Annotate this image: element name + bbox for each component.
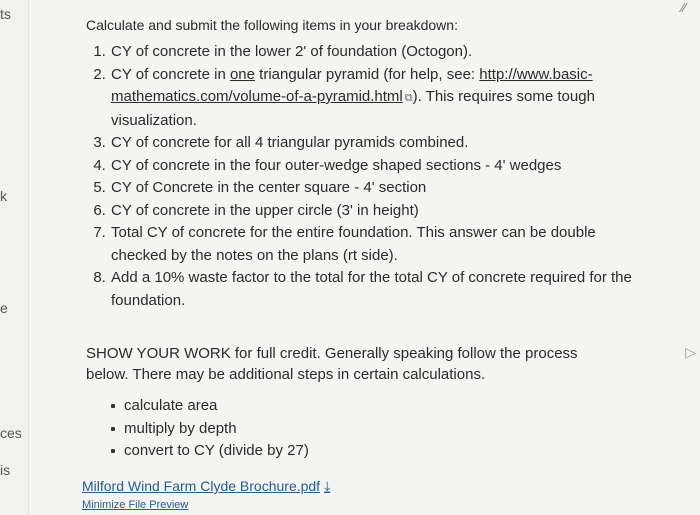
external-link-icon: ⧉	[404, 92, 413, 104]
assignment-content	[58, 0, 658, 515]
sidebar-label-fragment[interactable]: ts	[0, 6, 11, 22]
intro-text: Calculate and submit the following items in your breakdown:	[86, 17, 458, 33]
list-item: calculate area	[124, 395, 309, 418]
download-icon[interactable]: ⤓	[324, 478, 331, 494]
minimize-preview-link[interactable]: Minimize File Preview	[82, 499, 189, 511]
sidebar-label-fragment[interactable]: e	[0, 300, 8, 316]
pyramid-help-link[interactable]: http://www.basic-mathematics.com/volume-of-a-pyramid.html	[111, 65, 593, 105]
left-sidebar-strip	[0, 0, 29, 515]
list-item: 4. CY of concrete in the four outer-wedge shaped sections - 4' wedges	[110, 155, 655, 178]
list-item: 1. CY of concrete in the lower 2' of foundation (Octogon).	[110, 41, 655, 64]
list-item: 6. CY of concrete in the upper circle (3' in height)	[110, 200, 655, 223]
list-item: 2. CY of concrete in one triangular pyramid (for help, see: http://www.basic-mathematics.com/volume-of-a-pyramid.html ⧉). This requires some tough visualization.	[110, 64, 655, 133]
list-item: 3. CY of concrete for all 4 triangular pyramids combined.	[110, 132, 655, 155]
process-steps	[108, 395, 309, 463]
list-item: 8. Add a 10% waste factor to the total for the total CY of concrete required for the foundation.	[110, 267, 655, 312]
breakdown-list	[88, 41, 655, 312]
list-item: convert to CY (divide by 27)	[124, 440, 309, 463]
brochure-file-link[interactable]: Milford Wind Farm Clyde Brochure.pdf ⤓	[82, 478, 331, 494]
scroll-arrow-icon[interactable]: ▷	[685, 344, 696, 360]
resize-handle-icon[interactable]: ⁄⁄	[681, 0, 686, 15]
list-item: 7. Total CY of concrete for the entire foundation. This answer can be double checked by the notes on the plans (rt side).	[110, 222, 655, 267]
underlined-word: one	[229, 65, 255, 83]
list-item: 5. CY of Concrete in the center square - 4' section	[110, 177, 655, 200]
sidebar-label-fragment[interactable]: is	[0, 462, 11, 478]
sidebar-label-fragment[interactable]: k	[0, 188, 7, 204]
list-item: multiply by depth	[124, 418, 309, 441]
sidebar-label-fragment[interactable]: ces	[0, 425, 22, 441]
show-work-instructions: SHOW YOUR WORK for full credit. Generally speaking follow the process below. There may be additional steps in certain calculations.	[86, 345, 578, 383]
